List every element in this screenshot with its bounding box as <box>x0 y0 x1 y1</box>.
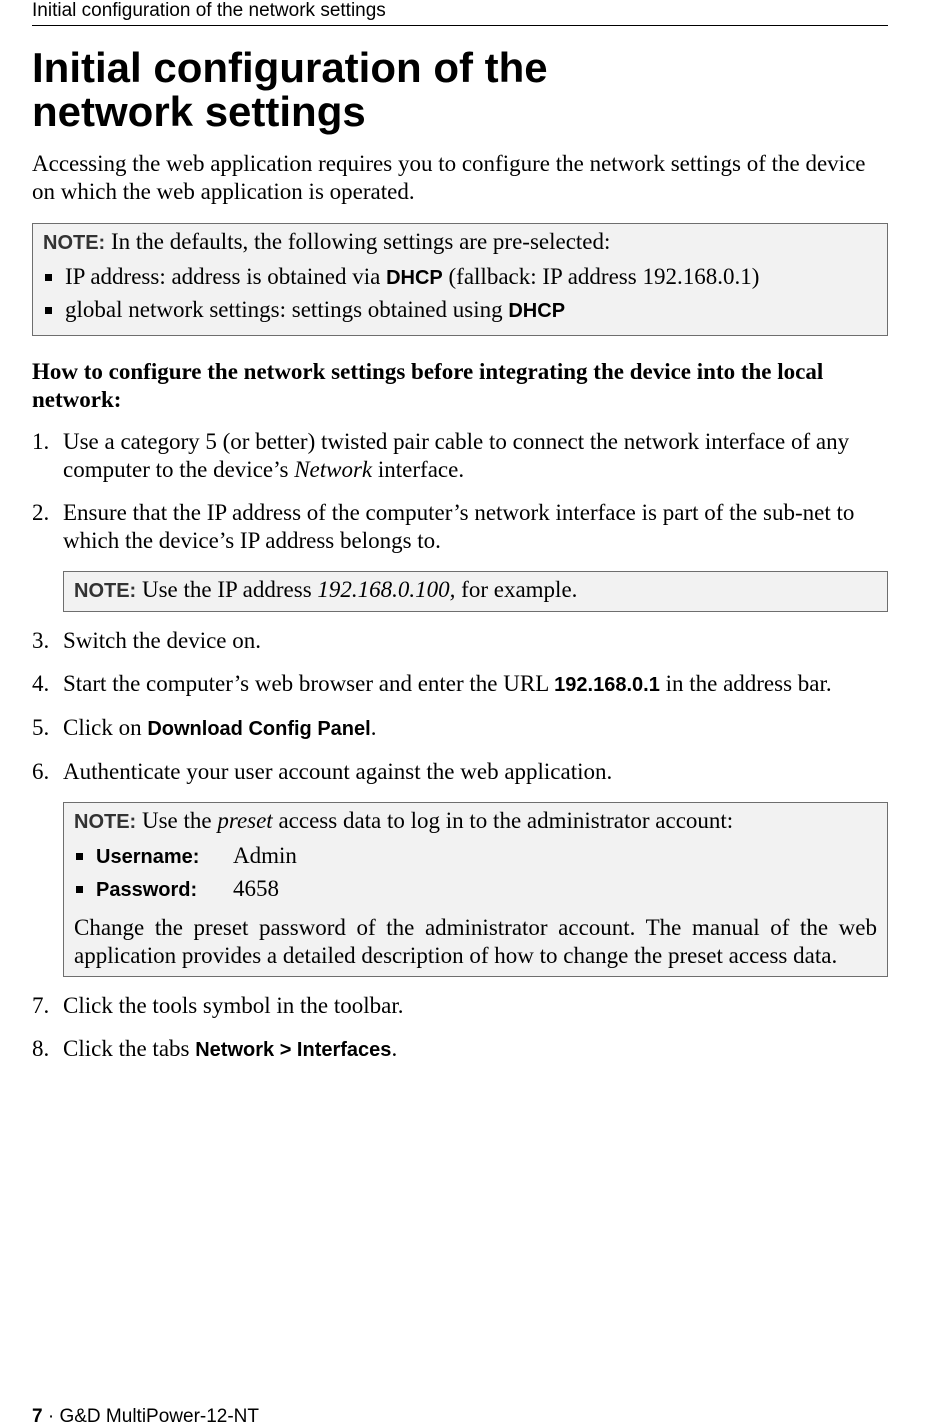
footer-separator: · <box>42 1406 60 1427</box>
credentials-note-paragraph: Change the preset password of the administrator account. The manual of the web application provides a detailed description of how to change the preset access data. <box>74 915 877 968</box>
step-8 <box>32 1035 888 1064</box>
defaults-item-global-settings <box>43 296 877 325</box>
download-config-panel-term: Download Config Panel <box>147 718 371 740</box>
note-text: for example. <box>455 577 578 602</box>
step-6 <box>32 758 888 977</box>
defaults-note-heading <box>43 228 877 257</box>
intro-paragraph: Accessing the web application requires you to configure the network settings of the device on which the web application is operated. <box>32 151 866 204</box>
step-text: Click the tabs <box>63 1036 196 1061</box>
page-title-line-1: Initial configuration of the <box>32 44 548 91</box>
step-text: . <box>370 715 377 740</box>
step-number: 7. <box>32 993 50 1018</box>
steps-list <box>32 428 888 1064</box>
running-header-title: Initial configuration of the network settings <box>32 0 386 21</box>
step-text: interface. <box>372 457 465 482</box>
note-text: Use the <box>141 808 218 833</box>
step-number: 2. <box>32 500 50 525</box>
credentials-note <box>63 802 888 977</box>
product-name: G&D MultiPower-12-NT <box>59 1406 260 1427</box>
step-text: Switch the device on. <box>63 628 262 653</box>
note-label: NOTE: <box>43 232 106 254</box>
step-text: Click on <box>63 715 148 740</box>
url-term: 192.168.0.1 <box>554 674 660 696</box>
step-2 <box>32 499 888 612</box>
step-1 <box>32 428 888 484</box>
credentials-list <box>74 842 877 904</box>
step-text: Use a category 5 (or better) twisted pair cable to connect the network interface of any computer to the device’s <box>63 429 850 482</box>
credential-username <box>74 842 877 871</box>
credential-key: Username: <box>96 846 200 868</box>
step-text: Ensure that the IP address of the computer’s network interface is part of the sub-net to which the device’s IP address belongs to. <box>63 500 855 553</box>
step-text: Click the tools symbol in the toolbar. <box>63 993 404 1018</box>
step-4 <box>32 670 888 699</box>
defaults-list <box>43 263 877 325</box>
defaults-item-text: IP address: address is obtained via <box>65 264 387 289</box>
step-3 <box>32 627 888 655</box>
page-number: 7 <box>32 1406 43 1427</box>
running-header <box>32 0 888 26</box>
note-label: NOTE: <box>74 580 137 602</box>
credential-key: Password: <box>96 879 198 901</box>
step-5 <box>32 714 888 743</box>
step-number: 1. <box>32 429 50 454</box>
defaults-note-text: In the defaults, the following settings are pre-selected: <box>110 229 611 254</box>
dhcp-term: DHCP <box>508 300 566 322</box>
step-number: 8. <box>32 1036 50 1061</box>
interface-name: Network <box>294 457 373 482</box>
step-number: 5. <box>32 715 50 740</box>
credentials-note-heading <box>74 807 877 836</box>
step-text: in the address bar. <box>659 671 832 696</box>
step-number: 6. <box>32 759 50 784</box>
page-footer <box>32 1406 259 1428</box>
preset-term: preset <box>217 808 273 833</box>
credential-password <box>74 875 877 904</box>
defaults-item-ip-address <box>43 263 877 292</box>
step-text: . <box>391 1036 398 1061</box>
main-content <box>32 150 888 1079</box>
credential-value: Admin <box>233 843 297 868</box>
step-text: Authenticate your user account against the web application. <box>63 759 613 784</box>
step-7 <box>32 992 888 1020</box>
note-text: access data to log in to the administrator account: <box>272 808 734 833</box>
note-text: Use the IP address <box>141 577 318 602</box>
step-number: 4. <box>32 671 50 696</box>
credential-value: 4658 <box>233 876 279 901</box>
page-title <box>32 46 888 134</box>
procedure-heading: How to configure the network settings before integrating the device into the local network: <box>32 359 824 412</box>
note-label: NOTE: <box>74 811 137 833</box>
page-title-line-2: network settings <box>32 88 366 135</box>
step-text: Start the computer’s web browser and enter the URL <box>63 671 555 696</box>
defaults-item-text: (fallback: IP address 192.168.0.1) <box>442 264 760 289</box>
step-number: 3. <box>32 628 50 653</box>
dhcp-term: DHCP <box>386 267 443 289</box>
defaults-note <box>32 223 888 336</box>
tabs-path-term: Network > Interfaces <box>195 1039 392 1061</box>
example-ip: 192.168.0.100, <box>317 577 456 602</box>
defaults-item-text: global network settings: settings obtained using <box>65 297 509 322</box>
ip-address-note <box>63 571 888 612</box>
